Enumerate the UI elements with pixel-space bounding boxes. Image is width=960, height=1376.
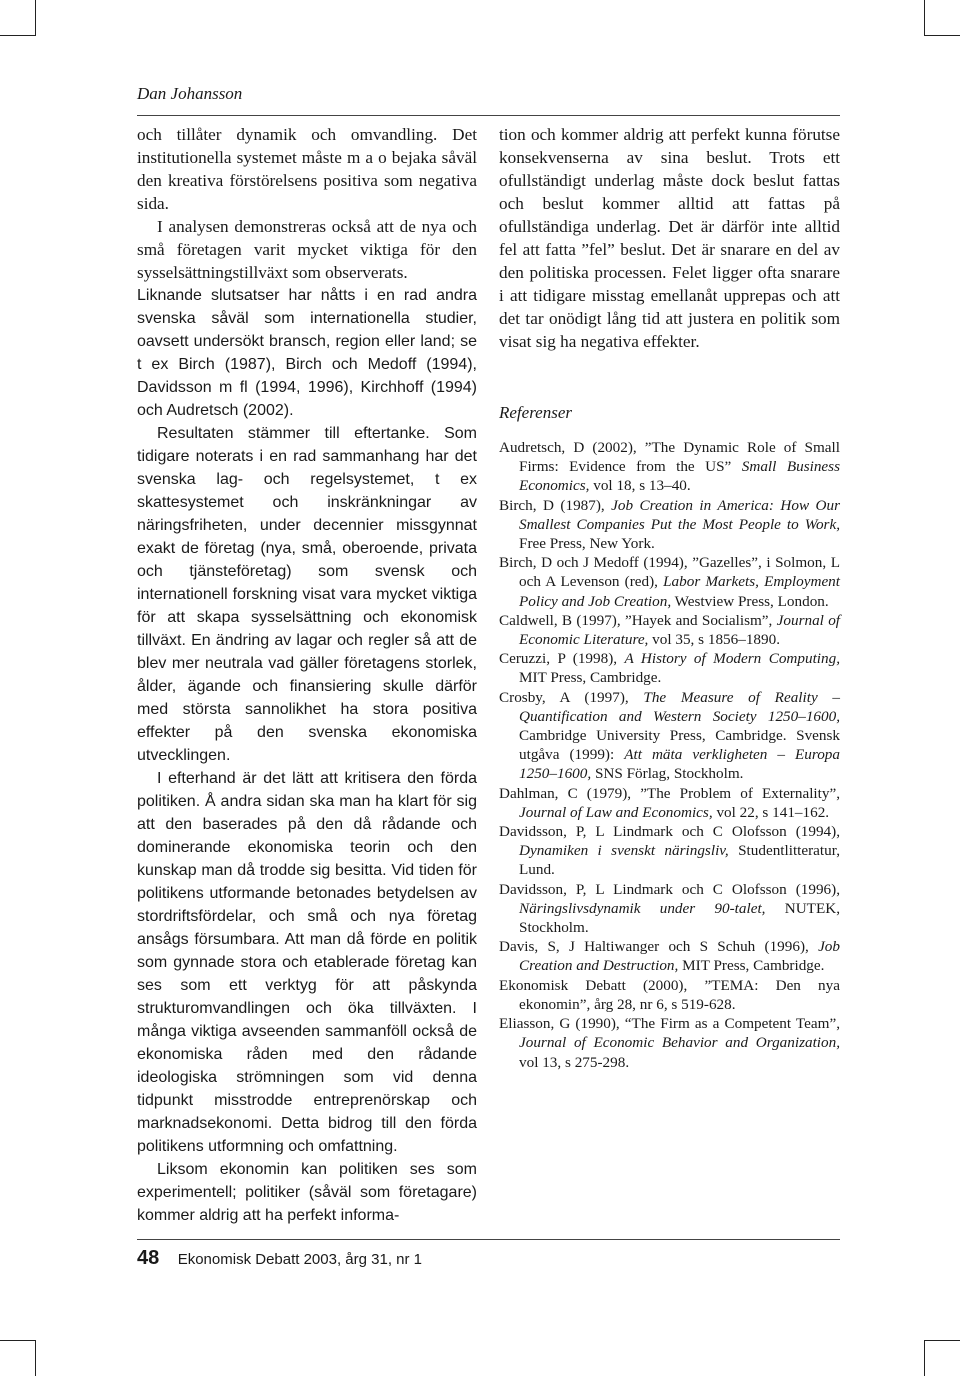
reference-text: Davis, S, J Haltiwanger och S Schuh (1996), [499,938,819,956]
reference-item [499,880,840,938]
reference-text: Studentlitteratur, Lund. [519,842,840,879]
reference-text: Birch, D och J Medoff (1994), ”Gazelles”, i Solmon, L och A Levenson (red), [499,554,840,591]
reference-text: Dahlman, C (1979), ”The Problem of Externality”, [499,784,840,802]
reference-title: Journal of Economic Literature, [519,611,841,649]
crop-mark [924,35,960,36]
paragraph: Liknande slutsatser har nåtts i en rad andra svenska såväl som internationella studier, oavsett undersökt bransch, region eller land; se t ex Birch (1987), Birch och Medoff (1994), Davidsson m fl (1994, 1996), Kirchhoff (1994) och Audretsch (2002). [137,287,477,419]
reference-title: The Measure of Reality – Quantification and Western Society 1250–1600, [519,688,840,725]
reference-item [499,784,840,822]
reference-text: vol 18, s 13–40. [589,477,691,495]
running-head: Dan Johansson [137,84,243,103]
reference-title: Job Creation and Destruction, [519,938,840,975]
crop-mark [924,1340,925,1376]
reference-item [499,649,840,687]
reference-text: Westview Press, London. [671,592,829,610]
reference-title: Labor Markets, Employment Policy and Job Creation, [519,573,840,610]
paragraph: Resultaten stämmer till eftertanke. Som tidigare noterats i en rad sammanhang har det svenska lag- och regelsystemet, t ex skattesystemet och inskränkningar av näringsfriheten, under decennier missgynnat exakt de företag (nya, små, oberoende, privata och tjänsteföretag) som svensk och internationell forskning visat vara mycket viktiga för att skapa sysselsättning och ekonomisk tillväxt. En ändring av lagar och regler så att de blev mer neutrala vad gäller företagens storlek, ålder, ägande och finansiering skulle därför med största sannolikhet ha stora positiva effekter på den svenska ekonomiska utvecklingen. [137,425,477,764]
crop-mark [0,35,36,36]
reference-text: Birch, D (1987), [499,496,612,514]
crop-mark [924,1340,960,1341]
reference-title: Journal of Law and Economics, [519,803,713,821]
reference-text: Cambridge University Press, Cambridge. Svensk utgåva (1999): [519,727,840,764]
reference-text: MIT Press, Cambridge. [519,669,662,687]
crop-mark [0,1340,36,1341]
reference-title: Att mäta verkligheten – Europa 1250–1600, [519,746,840,783]
reference-item [499,976,840,1014]
reference-text: MIT Press, Cambridge. [678,957,825,975]
reference-item [499,438,840,496]
reference-text: NUTEK, Stockholm. [519,899,840,937]
paragraph: tion och kommer aldrig att perfekt kunna förutse konsekvenserna av sina beslut. Trots ett ofullständigt underlag måste dock beslut fattas och beslut kommer alltid att fattas på ofullständiga underlag. Det är därför inte alltid fel att fatta ”fel” beslut. Det är snarare en del av den politiska processen. Felet ligger ofta snarare i att tidigare misstag emellanåt upprepas och att det tar onödigt lång tid att justera en politik som visat sig ha negativa effekter. [499,125,840,351]
reference-text: Ekonomisk Debatt (2000), ”TEMA: Den nya ekonomin”, årg 28, nr 6, s 519-628. [499,976,840,1013]
page-number: 48 [137,1247,160,1269]
crop-mark [35,0,36,36]
paragraph: I efterhand är det lätt att kritisera den förda politiken. Å andra sidan ska man ha klart för sig att den baserades på den då rådande och dominerande ekonomiska teorin och den kunskap man då trodde sig besitta. Vid tiden för politikens utformande betonades betydelsen av stordriftsfördelar, och små och nya företag ansågs försumbara. Att man då förde en politik som gynnade stora och etablerade företag kan ses som ett verktyg för att påskynda strukturomvandlingen och öka tillväxten. I många viktiga avseenden sammanföll också de ekonomiska råden med den rådande ideologiska strömningen som vid denna tidpunkt misstrodde entreprenörskap och marknadsekonomi. Detta bidrog till den förda politikens utformning och omfattning. [137,770,477,1155]
reference-item [499,553,840,611]
journal-citation: Ekonomisk Debatt 2003, årg 31, nr 1 [177,1251,423,1268]
references-heading: Referenser [499,403,573,422]
reference-title: Journal of Economic Behavior and Organization, [519,1034,840,1052]
reference-item [499,1014,840,1072]
reference-text: Crosby, A (1997), [499,688,644,706]
reference-text: Davidsson, P, L Lindmark och C Olofsson (1994), [499,823,840,841]
footer [137,1247,422,1270]
reference-title: Small Business Economics, [519,458,840,495]
reference-text: Eliasson, G (1990), “The Firm as a Competent Team”, [499,1015,840,1033]
reference-text: Free Press, New York. [519,535,655,553]
reference-text: vol 35, s 1856–1890. [648,631,780,649]
crop-mark [35,1340,36,1376]
reference-text: SNS Förlag, Stockholm. [591,765,744,783]
right-column [499,123,840,1072]
reference-title: Dynamiken i svenskt näringsliv, [519,842,729,860]
paragraph: och tillåter dynamik och omvandling. Det institutionella systemet måste m a o bejaka såväl den kreativa förstörelsens positiva som negativa sida. [137,125,477,213]
reference-text: vol 13, s 275-298. [519,1053,630,1071]
reference-title: Näringslivsdynamik under 90-talet, [519,899,766,917]
left-column [137,123,477,1227]
reference-item [499,611,840,649]
paragraph: Liksom ekonomin kan politiken ses som experimentell; politiker (såväl som företagare) kommer aldrig att ha perfekt informa- [137,1161,477,1224]
reference-text: Davidsson, P, L Lindmark och C Olofsson (1996), [499,880,840,898]
reference-item [499,822,840,880]
reference-text: Caldwell, B (1997), ”Hayek and Socialism”, [499,611,777,629]
reference-text: Audretsch, D (2002), ”The Dynamic Role of Small Firms: Evidence from the US” [499,439,840,476]
reference-text: Ceruzzi, P (1998), [499,650,625,668]
reference-item [499,937,840,975]
crop-mark [924,0,925,36]
reference-text: vol 22, s 141–162. [712,803,830,821]
reference-title: Job Creation in America: How Our Smallest Companies Put the Most People to Work, [519,496,840,533]
paragraph: I analysen demonstreras också att de nya och små företagen varit mycket viktiga för den sysselsättningstillväxt som observerats. [137,217,477,282]
reference-item [499,688,840,784]
reference-title: A History of Modern Computing, [624,650,840,668]
reference-list [499,438,840,1072]
footer-rule [137,1239,840,1240]
reference-item [499,496,840,554]
header-rule [137,115,840,116]
